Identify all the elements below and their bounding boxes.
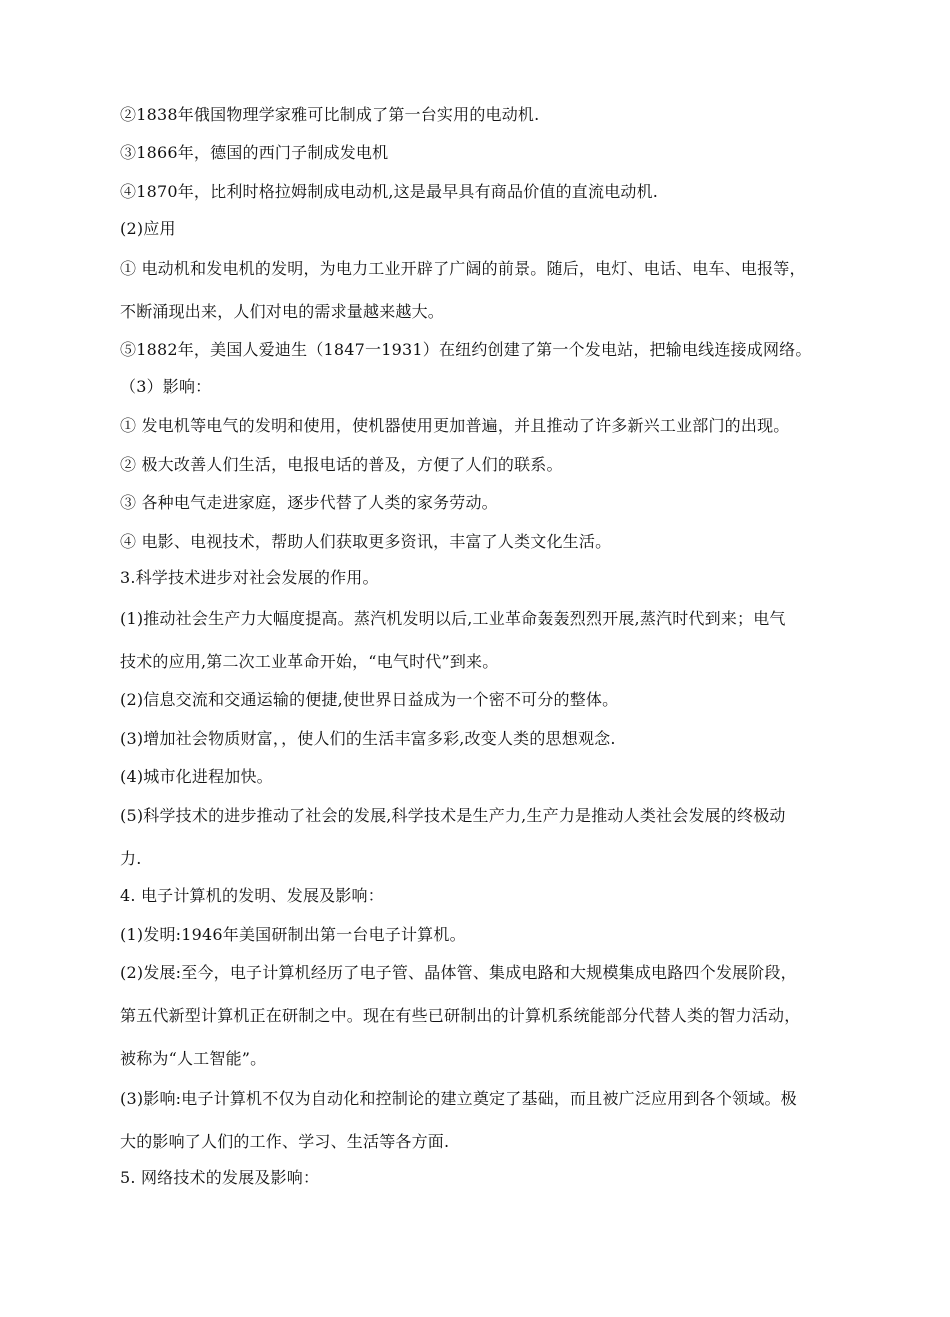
text-line: (1)推动社会生产力大幅度提高。蒸汽机发明以后,工业革命轰轰烈烈开展,蒸汽时代到来；电气 <box>120 609 786 628</box>
section-heading: 3.科学技术进步对社会发展的作用。 <box>120 568 379 587</box>
text-line: 技术的应用,第二次工业革命开始，“电气时代”到来。 <box>120 652 499 671</box>
text-line: 被称为“人工智能”。 <box>120 1049 267 1068</box>
text-line: (1)发明:1946年美国研制出第一台电子计算机。 <box>120 925 466 944</box>
text-line: ④1870年，比利时格拉姆制成电动机,这是最早具有商品价值的直流电动机. <box>120 182 659 201</box>
text-line: (3)影响:电子计算机不仅为自动化和控制论的建立奠定了基础，而且被广泛应用到各个领域。极 <box>120 1089 797 1108</box>
text-line: (2)发展:至今，电子计算机经历了电子管、晶体管、集成电路和大规模集成电路四个发展阶段， <box>120 963 797 982</box>
text-line: ① 电动机和发电机的发明，为电力工业开辟了广阔的前景。随后，电灯、电话、电车、电报等， <box>120 259 806 278</box>
text-line: ④ 电影、电视技术，帮助人们获取更多资讯，丰富了人类文化生活。 <box>120 532 612 551</box>
text-line: ②1838年俄国物理学家雅可比制成了第一台实用的电动机. <box>120 105 540 124</box>
text-line: ⑤1882年，美国人爱迪生（1847一1931）在纽约创建了第一个发电站，把输电线连接成网络。 <box>120 340 812 359</box>
section-heading: （3）影响： <box>120 377 212 396</box>
text-line: ③ 各种电气走进家庭，逐步代替了人类的家务劳动。 <box>120 493 498 512</box>
text-line: (3)增加社会物质财富，，使人们的生活丰富多彩,改变人类的思想观念. <box>120 729 616 748</box>
section-heading: 5. 网络技术的发展及影响： <box>120 1168 320 1187</box>
text-line: (4)城市化进程加快。 <box>120 767 273 786</box>
text-line: ① 发电机等电气的发明和使用，使机器使用更加普遍，并且推动了许多新兴工业部门的出现。 <box>120 416 790 435</box>
text-line: (5)科学技术的进步推动了社会的发展,科学技术是生产力,生产力是推动人类社会发展的终极动 <box>120 806 786 825</box>
section-heading: 4. 电子计算机的发明、发展及影响： <box>120 886 384 905</box>
text-line: 力. <box>120 849 142 868</box>
text-line: 第五代新型计算机正在研制之中。现在有些已研制出的计算机系统能部分代替人类的智力活动， <box>120 1006 801 1025</box>
text-line: ③1866年，德国的西门子制成发电机 <box>120 143 389 162</box>
section-heading: (2)应用 <box>120 219 176 238</box>
text-line: (2)信息交流和交通运输的便捷,使世界日益成为一个密不可分的整体。 <box>120 690 619 709</box>
text-line: 不断涌现出来，人们对电的需求量越来越大。 <box>120 302 445 321</box>
text-line: ② 极大改善人们生活，电报电话的普及，方便了人们的联系。 <box>120 455 563 474</box>
text-line: 大的影响了人们的工作、学习、生活等各方面. <box>120 1132 450 1151</box>
